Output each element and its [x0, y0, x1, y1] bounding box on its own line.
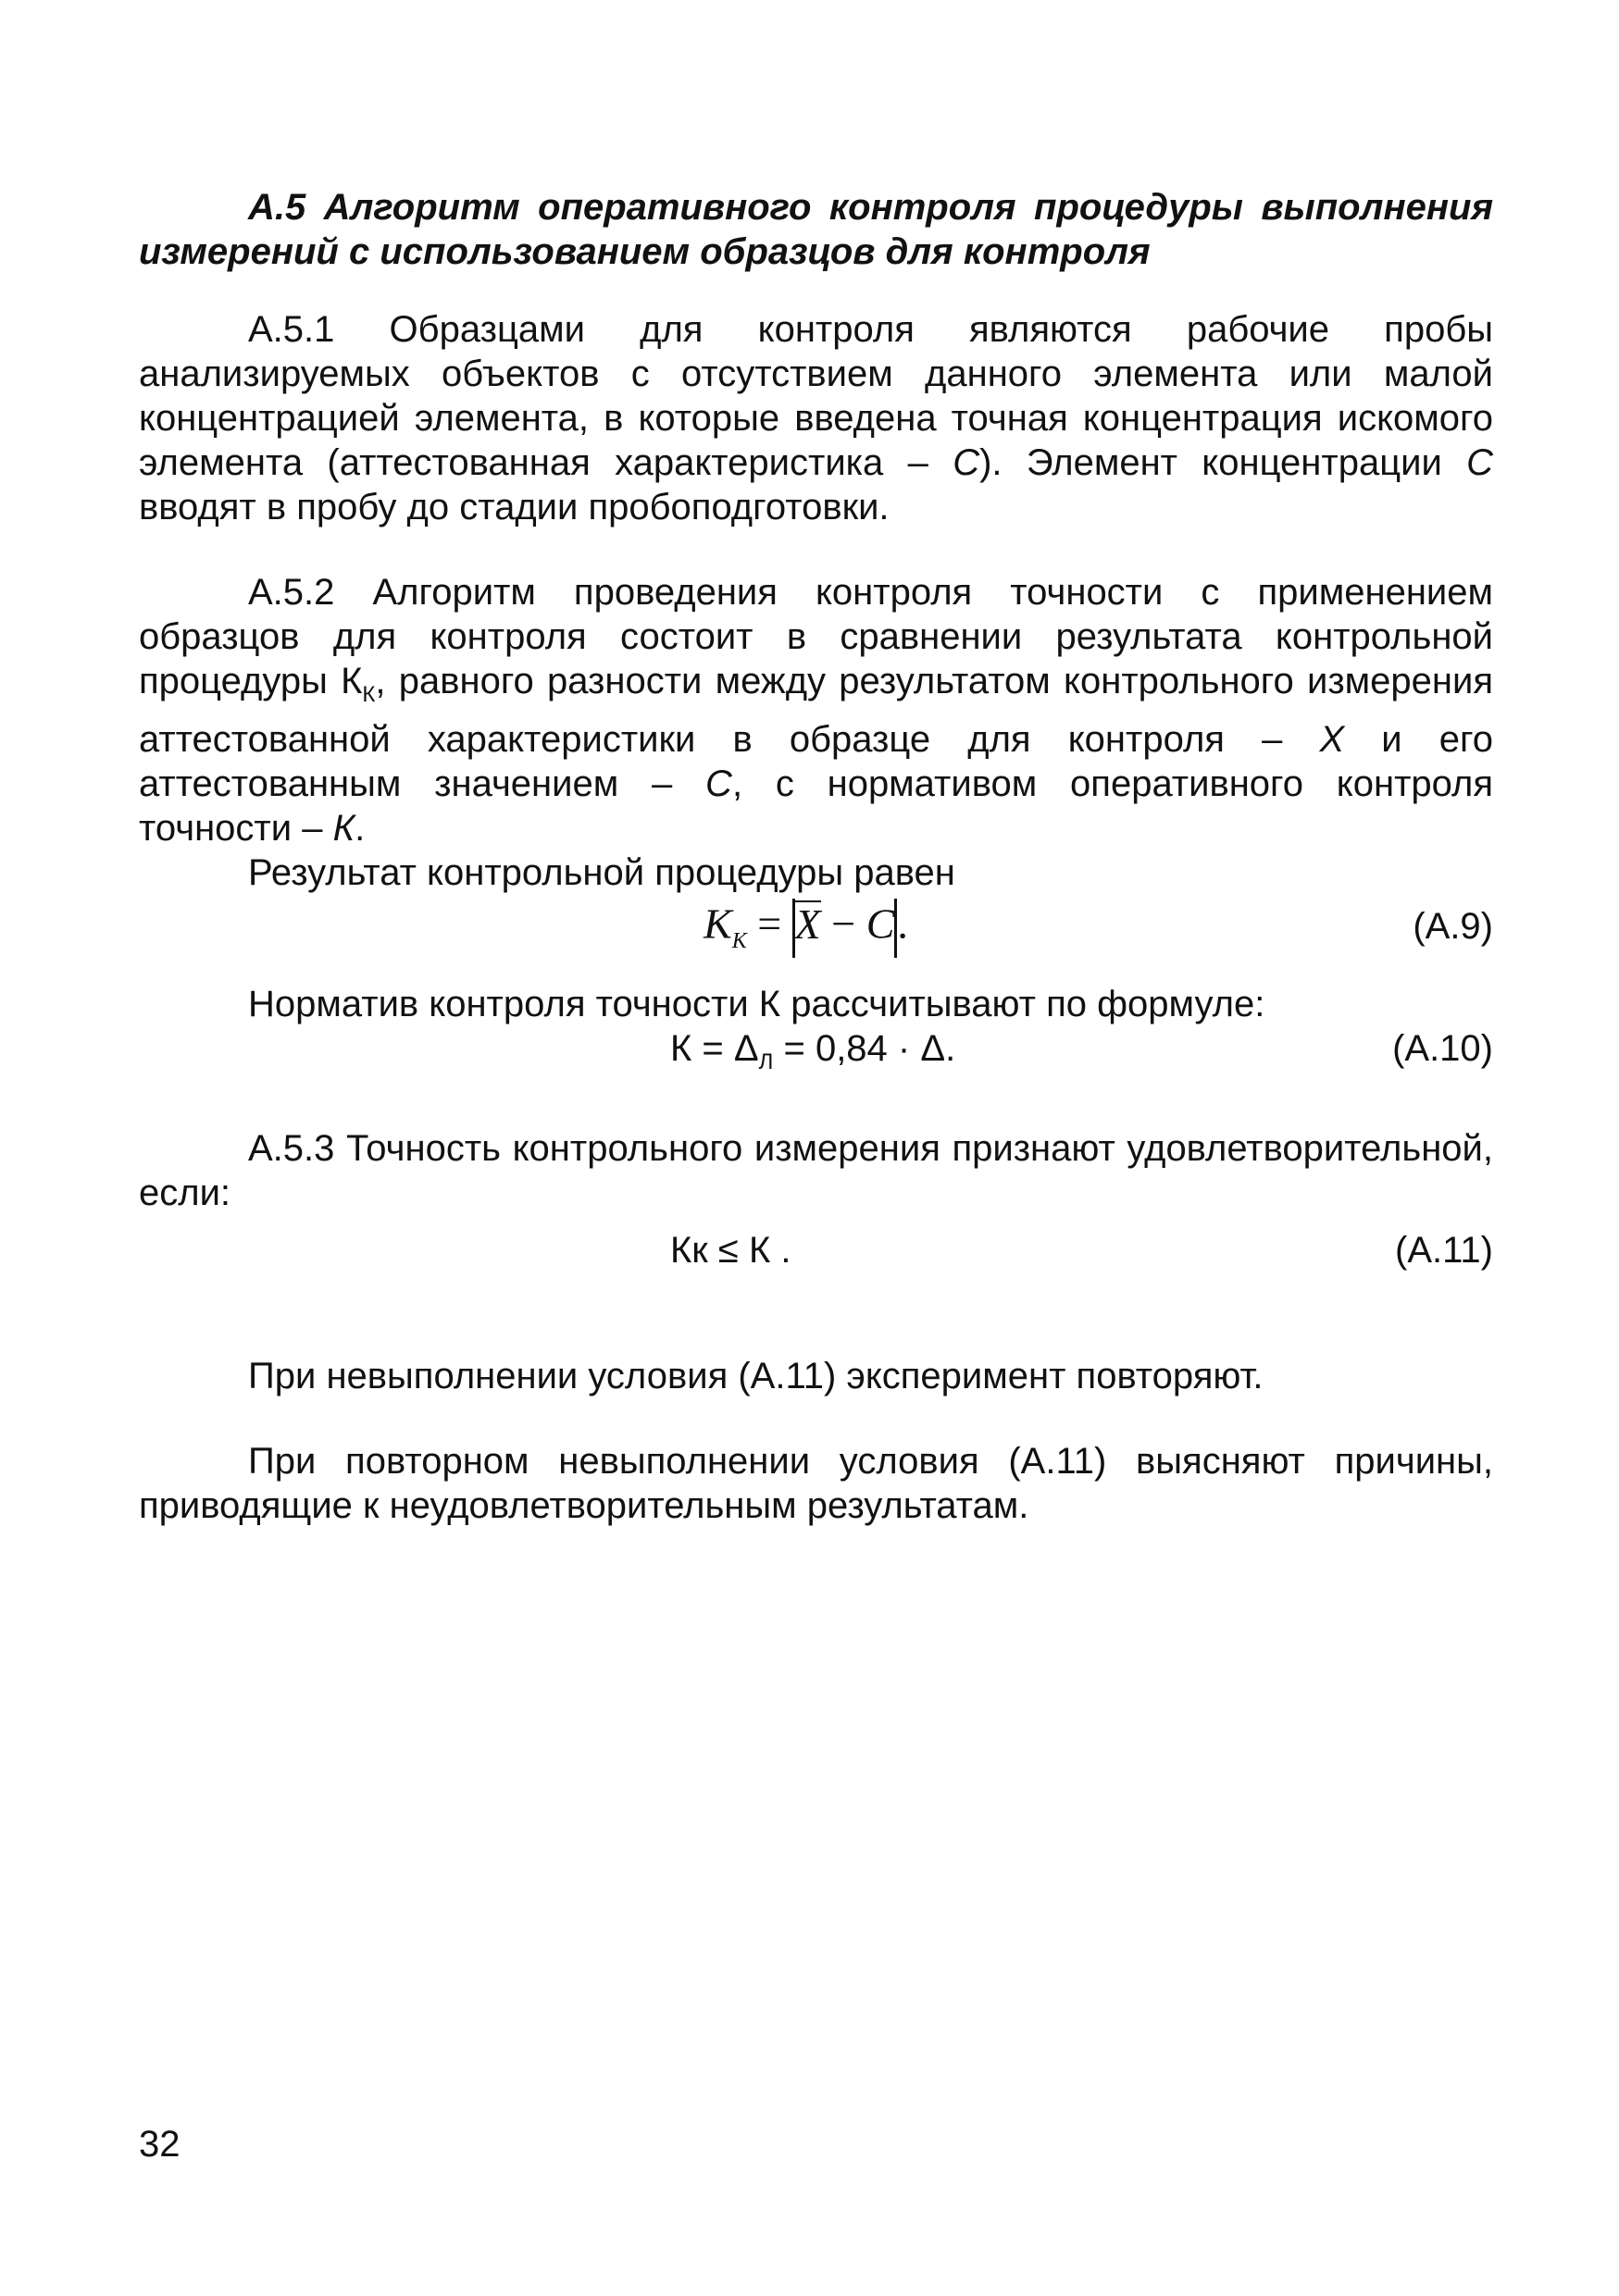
- a52-k: К: [332, 808, 355, 849]
- equation-a11-expr: Кк ≤ К .: [670, 1230, 791, 1271]
- equation-a11: [139, 1228, 1493, 1276]
- a51-text-3: вводят в пробу до стадии пробоподготовки.: [139, 487, 890, 527]
- equation-a10-expr: [670, 1028, 955, 1075]
- paragraph-reasons: При повторном невыполнении условия (А.11) выясняют причины, приводящие к неудовлетворительным результатам.: [139, 1441, 1493, 1526]
- paragraph-result: Результат контрольной процедуры равен: [248, 852, 955, 893]
- equation-a9-expr: [704, 899, 908, 958]
- eq10-sub: Л: [758, 1049, 774, 1074]
- section-heading: А.5 Алгоритм оперативного контроля процедуры выполнения измерений с использованием образцов для контроля: [139, 187, 1493, 272]
- equation-a10: [139, 1026, 1493, 1074]
- equation-a9: [139, 899, 1493, 958]
- eq10-part-2: = 0,84 · Δ.: [773, 1028, 956, 1069]
- equation-a11-number: (А.11): [1395, 1230, 1493, 1271]
- eq9-lhs: K: [704, 900, 732, 948]
- a52-text-4: , с нормативом оперативного контроля точности –: [139, 763, 1494, 849]
- a52-text-2: , равного разности между результатом контрольного измерения аттестованной характеристики в образце для контроля –: [139, 661, 1493, 760]
- page-number: 32: [139, 2124, 181, 2165]
- a52-text-3: и его аттестованным значением –: [139, 719, 1493, 804]
- eq9-minus: −: [820, 900, 866, 948]
- equation-a9-number: (А.9): [1413, 906, 1493, 947]
- paragraph-a52: [139, 570, 1493, 850]
- a51-text-1: А.5.1 Образцами для контроля являются рабочие пробы анализируемых объектов с отсутствием данного элемента или малой концентрацией элемента, в которые введена точная концентрация искомого элемента (аттестованная характеристика –: [139, 309, 1493, 483]
- a51-c-1: С: [953, 442, 980, 483]
- a52-text-5: .: [355, 808, 366, 849]
- paragraph-norm: Норматив контроля точности К рассчитывают по формуле:: [248, 984, 1265, 1024]
- paragraph-a53: А.5.3 Точность контрольного измерения признают удовлетворительной, если:: [139, 1128, 1493, 1213]
- paragraph-a51: [139, 307, 1493, 529]
- eq9-x-bar: X: [794, 900, 821, 948]
- a51-text-2: ). Элемент концентрации: [979, 442, 1467, 483]
- a52-c: С: [705, 763, 732, 804]
- a52-x: Х: [1319, 719, 1345, 760]
- a51-c-2: С: [1466, 442, 1493, 483]
- eq9-equals: =: [746, 900, 792, 948]
- paragraph-repeat: При невыполнении условия (А.11) эксперимент повторяют.: [248, 1356, 1264, 1396]
- equation-a10-number: (А.10): [1392, 1028, 1493, 1069]
- a52-sub-k: К: [362, 682, 376, 707]
- eq9-lhs-sub: K: [731, 928, 747, 953]
- a52-text-1: А.5.2 Алгоритм проведения контроля точности с применением образцов для контроля состоит в сравнении результата контрольной процедуры К: [139, 572, 1493, 701]
- eq9-dot: .: [897, 900, 908, 948]
- eq9-c: C: [866, 900, 895, 948]
- eq10-part-1: К = Δ: [670, 1028, 759, 1069]
- page-body: [139, 185, 1493, 1528]
